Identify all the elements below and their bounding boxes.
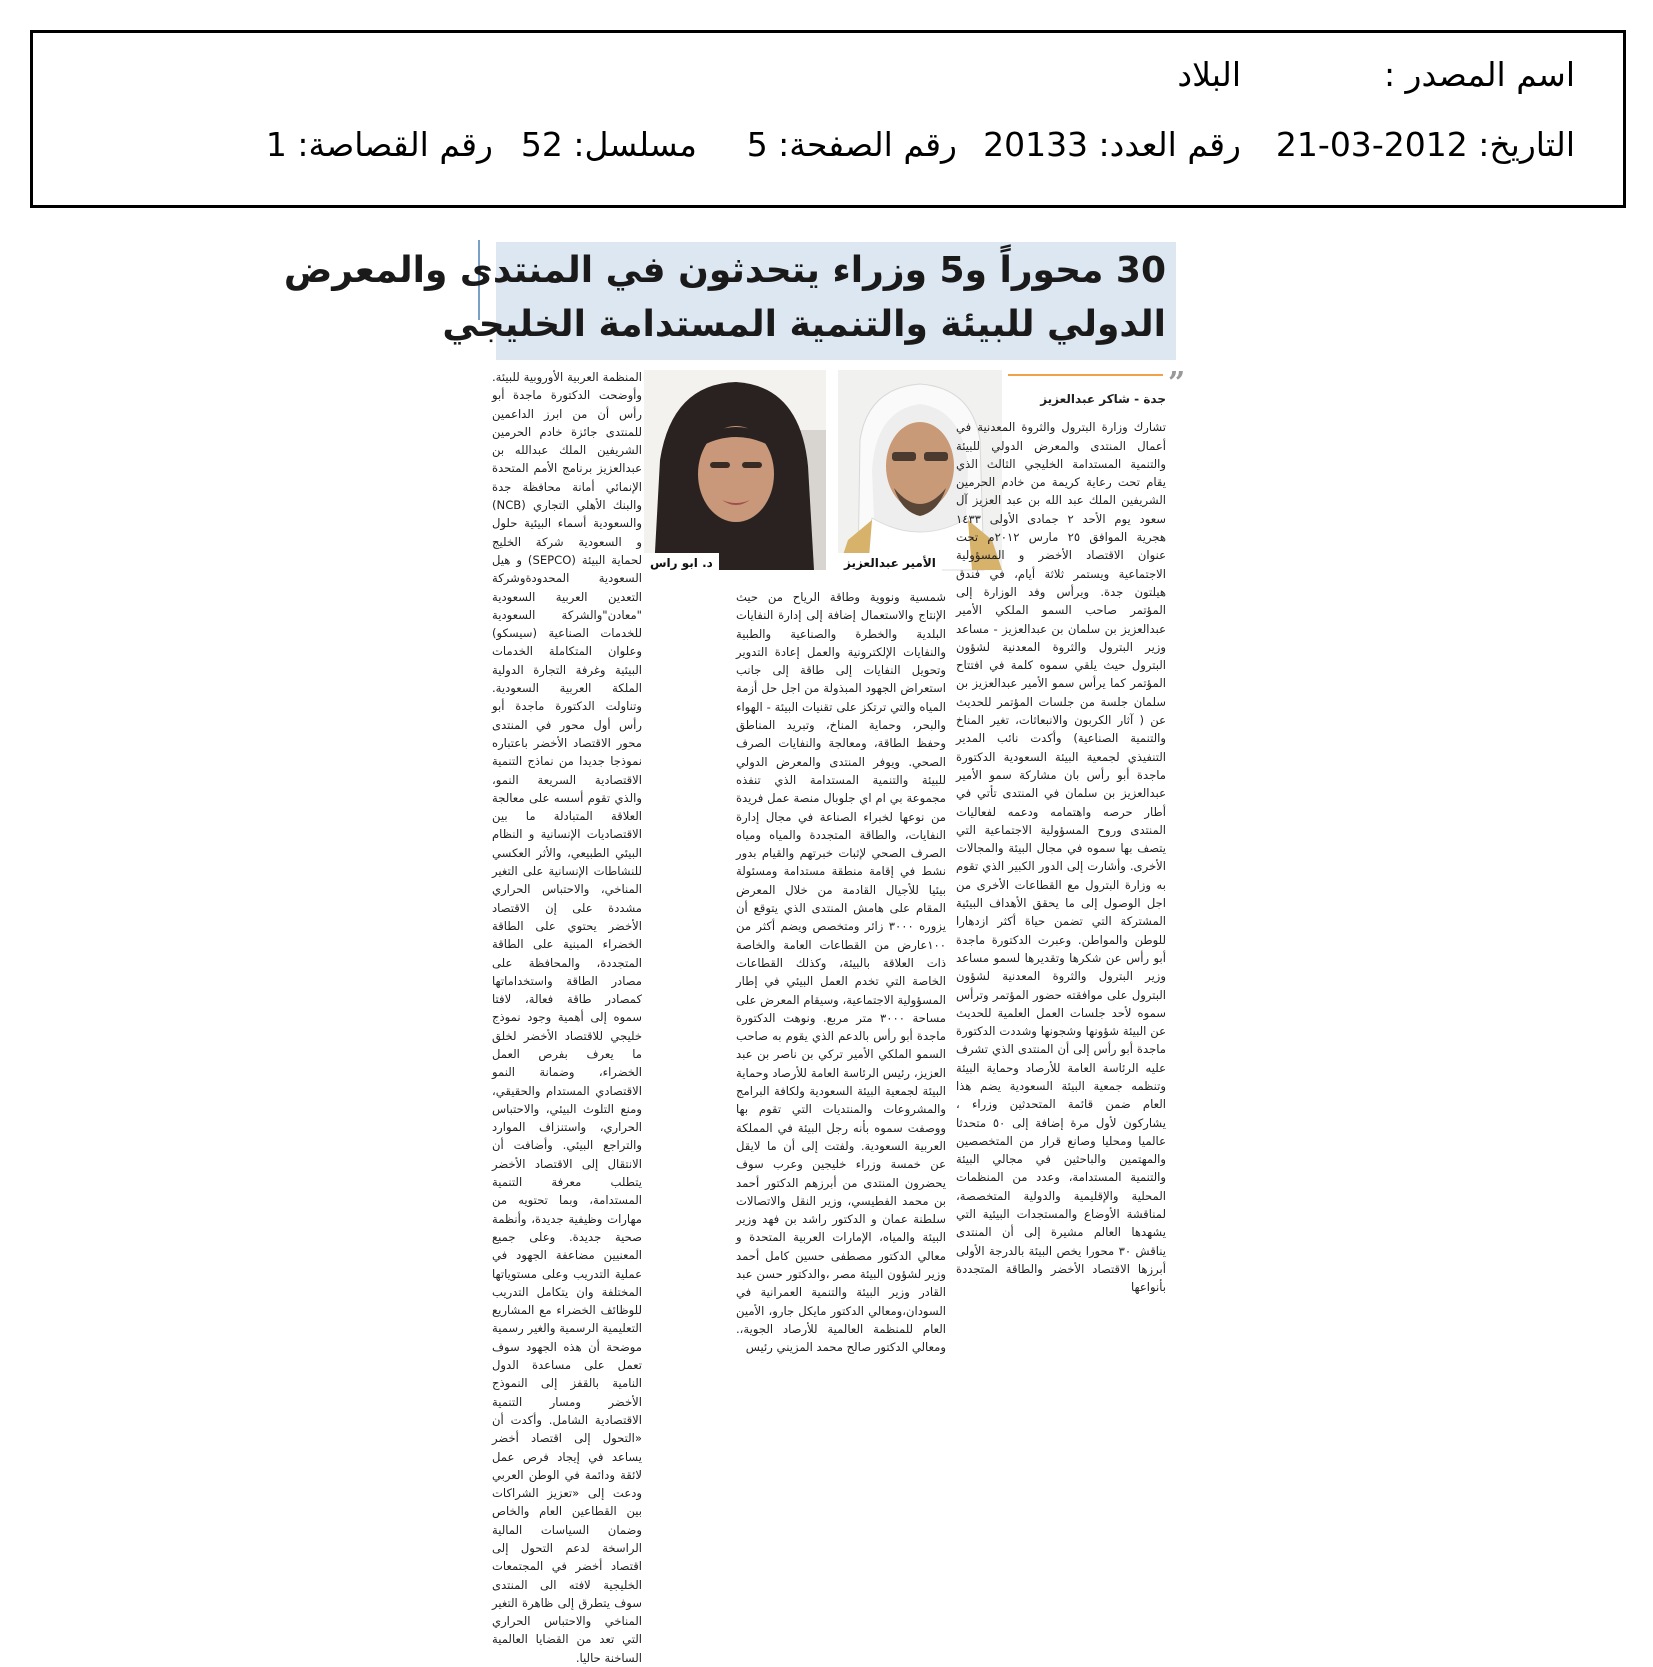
headline-line-1: 30 محوراً و5 وزراء يتحدثون في المنتدى والمعرض <box>283 250 1166 291</box>
source-label: اسم المصدر : <box>1383 55 1575 94</box>
prince-photo-caption: الأمير عبدالعزيز <box>838 553 942 573</box>
date-field: التاريخ: 2012-03-21 <box>1275 125 1575 164</box>
newspaper-clipping <box>283 240 1186 1665</box>
article-column-middle-text: شمسية ونووية وطاقة الرياح من حيث الإنتاج والاستعمال إضافة إلى إدارة النفايات البلدية والخطرة والصناعية والطبية والنفايات الإلكترونية والعمل إعادة التدوير وتحويل النفايات إلى طاقة إلى جانب استعراض الجهود المبذولة من اجل حل أزمة المياه والتي ترتكز على تقنيات البيئة - الهواء والبحر، وحماية المناخ، وتبريد المناطق وحفظ الطاقة، ومعالجة والنفايات الصرف الصحي. ويوفر المنتدى والمعرض الدولي للبيئة والتنمية المستدامة الذي تنفذه مجموعة بي ام اي جلوبال منصة عمل فريدة من نوعها لخبراء الصناعة في مجال إدارة النفايات، والطاقة المتجددة والمياه ومياه الصرف الصحي لإثبات خبرتهم والقيام بدور نشط في إقامة منطقة مستدامة ومسئولة بيئيا للأجيال القادمة من خلال المعرض المقام على هامش المنتدى الذي يتوقع أن يزوره ٣٠٠٠ زائر ومتخصص ويضم أكثر من ١٠٠عارض من القطاعات العامة والخاصة ذات العلاقة بالبيئة، وكذلك القطاعات الخاصة التي تخدم العمل البيئي في إطار المسؤولية الاجتماعية، وسيقام المعرض على مساحة ٣٠٠٠ متر مربع. ونوهت الدكتورة ماجدة أبو رأس بالدعم الذي يقوم به صاحب السمو الملكي الأمير تركي بن ناصر بن عبد العزيز، رئيس الرئاسة العامة للأرصاد وحماية البيئة لجمعية البيئة السعودية ولكافة البرامج والمشروعات والمنتديات التي تقوم بها ووصفت سموه بأنه رجل البيئة في المملكة العربية السعودية. ولفتت إلى أن ما لايقل عن خمسة وزراء خليجين وعرب سوف يحضرون المنتدى من أبرزهم الدكتور أحمد بن محمد الفطيسي، وزير النقل والاتصالات سلطنة عمان و الدكتور راشد بن فهد وزير البيئة والمياه، الإمارات العربية المتحدة و معالي الدكتور مصطفى حسين كامل أحمد وزير لشؤون البيئة مصر ،والدكتور حسن عبد القادر وزير البيئة والتنمية العمرانية في السودان،ومعالي الدكتور مايكل جارو، الأمين العام للمنظمة العالمية للأرصاد الجوية،. ومعالي الدكتور صالح محمد المزيني رئيس <box>736 590 947 1355</box>
clipping-field: رقم القصاصة: 1 <box>265 125 493 164</box>
headline-band <box>283 242 1176 360</box>
clipping-info-box <box>30 30 1626 208</box>
quote-rule <box>1008 374 1163 376</box>
page-field: رقم الصفحة: 5 <box>746 125 957 164</box>
quote-mark-icon: ” <box>1168 366 1186 401</box>
serial-field: مسلسل: 52 <box>520 125 697 164</box>
doctor-photo-caption: د. ابو راس <box>644 553 719 573</box>
article-column-right-text: تشارك وزارة البترول والثروة المعدنية في أعمال المنتدى والمعرض الدولي للبيئة والتنمية المستدامة الخليجي الثالث الذي يقام تحت رعاية كريمة من خادم الحرمين الشريفين الملك عبد الله بن عبد العزيز آل سعود يوم الأحد ٢ جمادى الأولى ١٤٣٣ هجرية الموافق ٢٥ مارس ٢٠١٢م تحت عنوان الاقتصاد الأخضر و المسؤولية الاجتماعية ويستمر ثلاثة أيام، في فندق هيلتون جدة. ويرأس وفد الوزارة إلى المؤتمر صاحب السمو الملكي الأمير عبدالعزيز بن سلمان بن عبدالعزيز - مساعد وزير البترول والثروة المعدنية لشؤون البترول حيث يلقي سموه كلمة في افتتاح المؤتمر كما يرأس سمو الأمير عبدالعزيز بن سلمان جلسة من جلسات المؤتمر للحديث عن ( آثار الكربون والانبعاثات، تغير المناخ والتنمية الصناعية) وأكدت نائب المدير التنفيذي لجمعية البيئة السعودية الدكتورة ماجدة أبو رأس بان مشاركة سمو الأمير عبدالعزيز بن سلمان في المنتدى تأتي في أطار حرصه واهتمامه ودعمه لفعاليات المنتدى وروح المسؤولية الاجتماعية التي يتصف بها سموه في مجال البيئة والمجالات الأخرى. وأشارت إلى الدور الكبير الذي تقوم به وزارة البترول مع القطاعات الأخرى من اجل الوصول إلى ما يحقق الأهداف البيئية المشتركة التي تضمن حياة أكثر ازدهارا للوطن والمواطن. وعبرت الدكتورة ماجدة أبو رأس عن شكرها وتقديرها لسمو مساعد وزير البترول والثروة المعدنية لشؤون البترول على موافقته حضور المؤتمر وترأس سموه لأحد جلسات العمل العلمية للحديث عن البيئة شؤونها وشجونها وشددت الدكتورة ماجدة أبو رأس إلى أن المنتدى الذي تشرف عليه الرئاسة العامة للأرصاد وحماية البيئة وتنظمه جمعية البيئة السعودية يضم هذا العام ضمن قائمة المتحدثين وزراء ، يشاركون لأول مرة إضافة إلى ٥٠ متحدثا عالميا ومحليا وصانع قرار من المتخصصين والمهتمين والباحثين في مجالي البيئة والتنمية المستدامة، وعدد من المنظمات المحلية والإقليمية والدولية المتخصصة، لمناقشة الأوضاع والمستجدات البيئية التي يشهدها العالم مشيرة إلى أن المنتدى يناقش ٣٠ محورا يخص البيئة بالدرجة الأولى أبرزها الاقتصاد الأخضر والطاقة المتجددة بأنواعها <box>956 420 1167 1295</box>
article-column-left-text: المنظمة العربية الأوروبية للبيئة. وأوضحت الدكتورة ماجدة أبو رأس أن من ابرز الداعمين للمنتدى جائزة خادم الحرمين الشريفين الملك عبدالله بن عبدالعزيز برنامج الأمم المتحدة الإنمائي أمانة محافظة جدة والبنك الأهلي التجاري (NCB) والسعودية أسماء البيئية حلول و السعودية شركة الخليج لحماية البيئة (SEPCO) و هيل السعودية المحدودةوشركة التعدين العربية السعودية "معادن"والشركة السعودية للخدمات الصناعية (سيسكو) وعلوان المتكاملة الخدمات البيئية وغرفة التجارة الدولية الملكة العربية السعودية. وتناولت الدكتورة ماجدة أبو رأس أول محور في المنتدى محور الاقتصاد الأخضر باعتباره نموذجا جديدا من نماذج التنمية الاقتصادية السريعة النمو، والذي تقوم أسسه على معالجة العلاقة المتبادلة ما بين الاقتصاديات الإنسانية و النظام البيئي الطبيعي، والأثر العكسي للنشاطات الإنسانية على التغير المناخي، والاحتباس الحراري مشددة على إن الاقتصاد الأخضر يحتوي على الطاقة الخضراء المبنية على الطاقة المتجددة، والمحافظة على مصادر الطاقة واستخداماتها كمصادر طاقة فعالة، لافتا سموه إلى أهمية وجود نموذج خليجي للاقتصاد الأخضر لخلق ما يعرف بفرص العمل الخضراء، وضمانة النمو الاقتصادي المستدام والحقيقي، ومنع التلوث البيئي، والاحتباس الحراري، واستنزاف الموارد والتراجع البيئي. وأضافت أن الانتقال إلى الاقتصاد الأخضر يتطلب معرفة التنمية المستدامة، وبما تحتويه من مهارات وظيفية جديدة، وأنظمة صحية جديدة. وعلى جميع المعنيين مضاعفة الجهود في عملية التدريب وعلى مستوياتها المختلفة وان يتكامل التدريب للوظائف الخضراء مع المشاريع التعليمية الرسمية والغير رسمية موضحة أن هذه الجهود سوف تعمل على مساعدة الدول النامية بالقفز إلى النموذج الأخضر ومسار التنمية الاقتصادية الشامل. وأكدت أن «التحول إلى اقتصاد أخضر يساعد في إيجاد فرص عمل لائقة ودائمة في الوطن العربي ودعت إلى «تعزيز الشراكات بين القطاعين العام والخاص وضمان السياسات المالية الراسخة لدعم التحول إلى اقتصاد أخضر في المجتمعات الخليجية لافته الى المنتدى سوف يتطرق إلى ظاهرة التغير المناخي والاحتباس الحراري التي تعد من القضايا العالمية الساخنة حاليا. <box>492 370 642 1665</box>
issue-field: رقم العدد: 20133 <box>983 125 1241 164</box>
headline-line-2: الدولي للبيئة والتنمية المستدامة الخليجي <box>442 304 1166 345</box>
doctor-photo <box>644 370 826 570</box>
article-column-middle <box>736 588 947 1355</box>
source-value: البلاد <box>1177 55 1241 94</box>
article-column-right <box>956 390 1166 1330</box>
article-byline: جدة - شاكر عبدالعزيز <box>1040 392 1166 406</box>
article-column-left <box>492 368 642 1665</box>
